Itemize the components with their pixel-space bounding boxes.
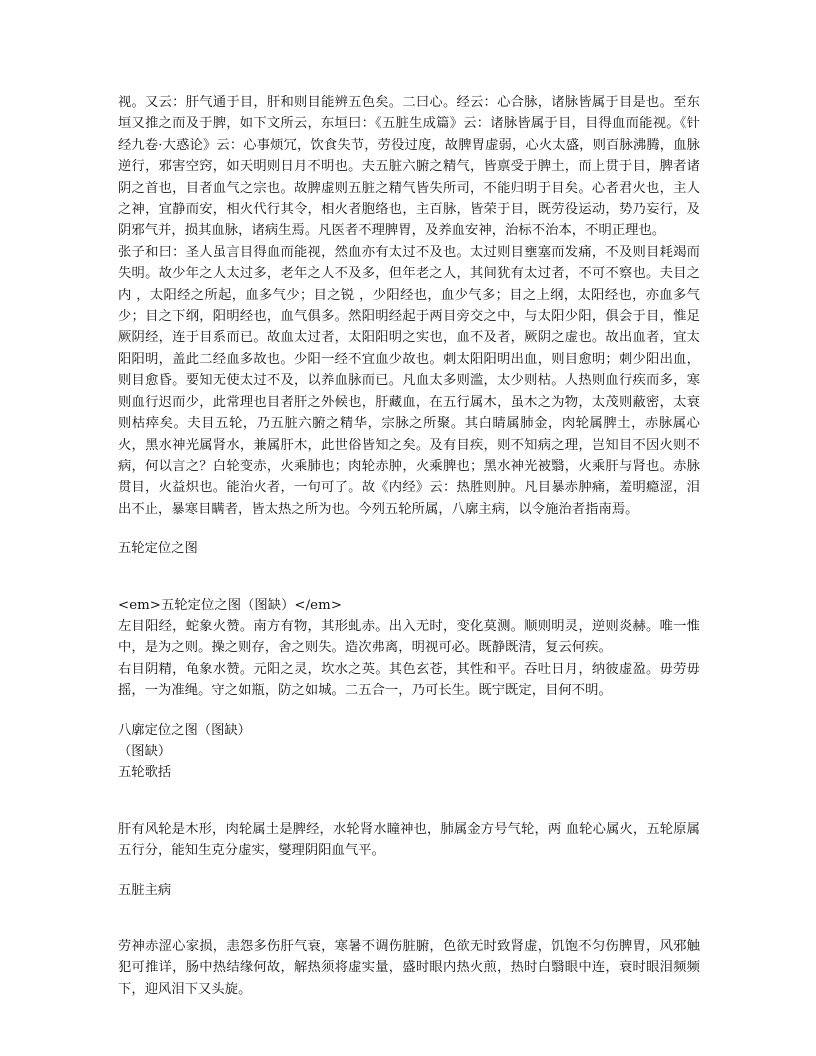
paragraph-eye-vision: 视。又云：肝气通于目，肝和则目能辨五色矣。二曰心。经云：心合脉，诸脉皆属于目是也。至东垣又推之而及于脾，如下文所云，东垣曰：《五脏生成篇》云：诸脉皆属于目，目得血而能视。《针经九卷·大惑论》云：心事烦冗，饮食失节，劳役过度，故脾胃虚弱，心火太盛，则百脉沸腾，血脉逆行，邪害空窍，如天明则日月不明也。夫五脏六腑之精气，皆禀受于脾土，而上贯于目，脾者诸阴之首也，目者血气之宗也。故脾虚则五脏之精气皆失所司，不能归明于目矣。心者君火也，主人之神，宜静而安，相火代行其令，相火者胞络也，主百脉，皆荣于目，既劳役运动，势乃妄行，及阴邪气并，损其血脉，诸病生焉。凡医者不理脾胃，及养血安神，治标不治本，不明正理也。 (118, 95, 700, 239)
spacer (118, 862, 700, 880)
paragraph-zhang-zihe: 张子和曰：圣人虽言目得血而能视，然血亦有太过不及也。太过则目壅塞而发痛，不及则目耗竭而失明。故少年之人太过多，老年之人不及多，但年老之人，其间犹有太过者，不可不察也。夫目之内 ，太阳经之所起，血多气少；目之锐 ，少阳经也，血少气多；目之上纲，太阳经也，亦血多气少；目之下纲，阳明经也，血气俱多。然阳明经起于两目旁交之中，与太阳少阳，俱会于目，惟足厥阴经，连于目系而已。故血太过者，太阳阳明之实也，血不及者，厥阴之虚也。故出血者，宜太阳阳明，盖此二经血多故也。少阳一经不宜血少故也。刺太阳阳明出血，则目愈明；刺少阳出血，则目愈昏。要知无使太过不及，以养血脉而已。凡血太多则滥，太少则枯。人热则血行疾而多，寒则血行迟而少，此常理也目者肝之外候也，肝藏血，在五行属木，虽木之为物，太茂则蔽密，太衰则枯瘁矣。夫目五轮，乃五脏六腑之精华，宗脉之所聚。其白睛属肺金，肉轮属脾土，赤脉属心火，黑水神光属肾水，兼属肝木，此世俗皆知之矣。及有目疾，则不知病之理，岂知目不因火则不病，何以言之？白轮变赤，火乘肺也；肉轮赤肿，火乘脾也；黑水神光被翳，火乘肝与肾也。赤脉贯目，火益炽也。能治火者，一句可了。故《内经》云：热胜则肿。凡目暴赤肿痛，羞明瘾涩，泪出不止，暴寒目瞒者，皆太热之所为也。今列五轮所属，八廓主病，以令施治者指南焉。 (118, 244, 700, 517)
figure-missing-caption: <em>五轮定位之图（图缺）</em> (118, 597, 342, 613)
heading-eight-regions-diagram: 八廓定位之图（图缺） (118, 722, 251, 738)
paragraph-left-eye-verse: 左目阳经，蛇象火赞。南方有物，其形虬赤。出入无时，变化莫测。顺则明灵，逆则炎赫。唯一惟中，是为之则。操之则存，舍之则失。造次弗离，明视可必。既静既清，复云何疾。 (118, 618, 700, 656)
spacer (118, 560, 700, 595)
spacer (118, 784, 700, 819)
spacer (118, 520, 700, 538)
paragraph-five-organs-disease: 劳神赤涩心家损，恚怨多伤肝气衰，寒暑不调伤脏腑，色欲无时致肾虚，饥饱不匀伤脾胃，风邪触犯可推详，肠中热结缘何故，解热须将虚实量，盛时眼内热火煎，热时白翳眼中连，衰时眼泪频频下，迎风泪下又头旋。 (118, 939, 700, 997)
spacer (118, 702, 700, 720)
paragraph-five-wheels-song: 肝有风轮是木形，肉轮属土是脾经，水轮肾水瞳神也，肺属金方号气轮，两 血轮心属火，五轮原属五行分，能知生克分虚实，燮理阴阳血气平。 (118, 821, 700, 859)
document-page (118, 92, 700, 1000)
heading-five-wheels-song: 五轮歌括 (118, 765, 172, 781)
spacer (118, 901, 700, 936)
figure-missing-note: （图缺） (118, 743, 172, 759)
heading-five-wheels-diagram: 五轮定位之图 (118, 541, 198, 557)
heading-five-organs-disease: 五脏主病 (118, 882, 172, 898)
paragraph-right-eye-verse: 右目阴精，龟象水赞。元阳之灵，坎水之英。其色玄苍，其性和平。吞吐日月，纳彼虚盈。毋劳毋摇，一为准绳。守之如瓶，防之如城。二五合一，乃可长生。既宁既定，目何不明。 (118, 661, 700, 699)
